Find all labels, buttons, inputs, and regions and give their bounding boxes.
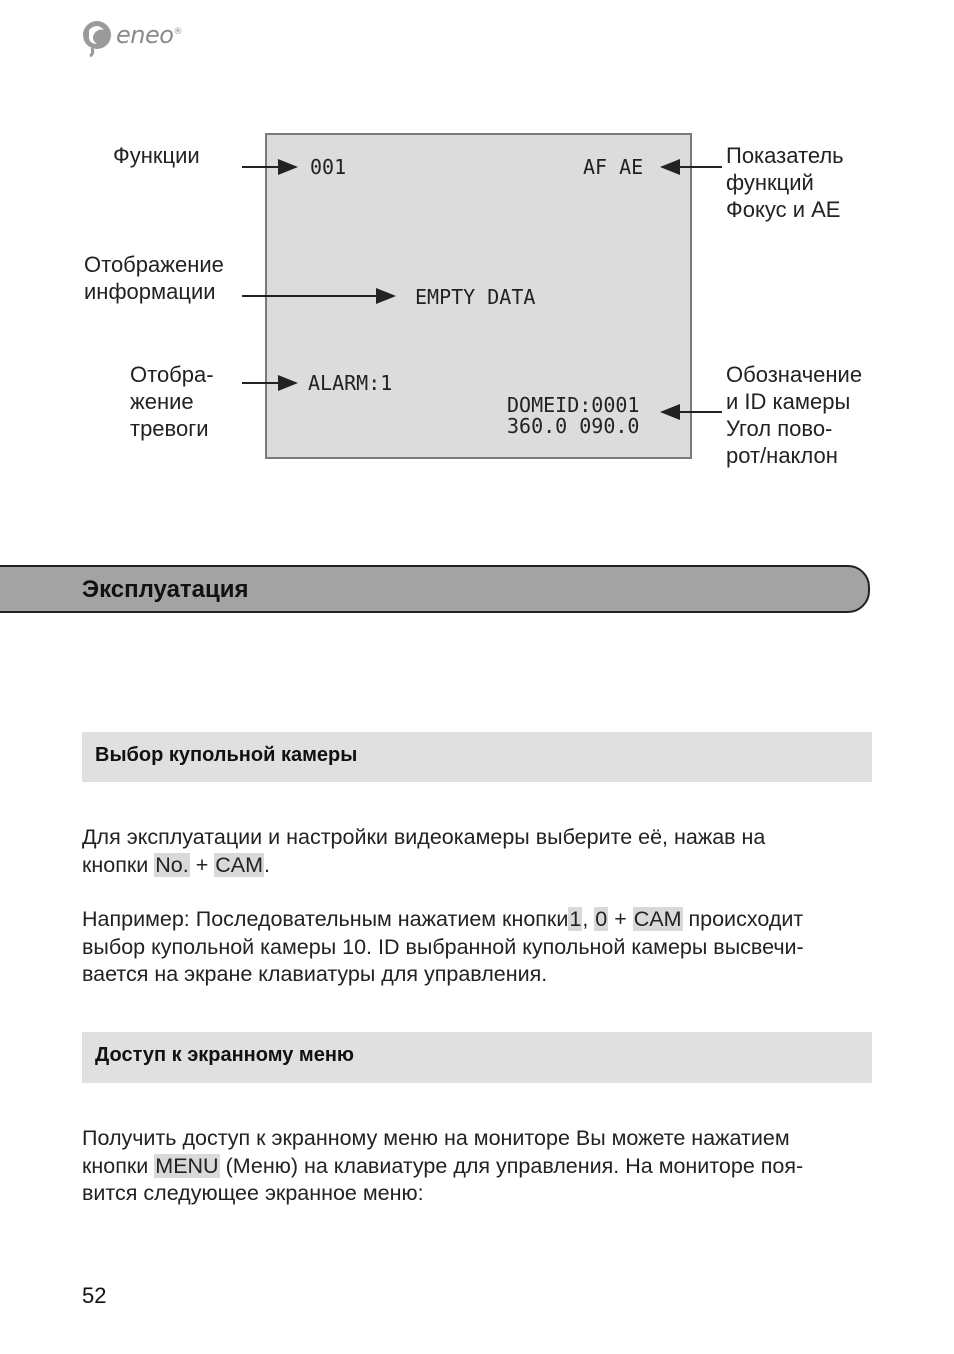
- label-indicator: Показатель функций Фокус и AE: [726, 143, 844, 222]
- label-functions: Функции: [113, 143, 200, 168]
- screen-dome-id: DOMEID:0001: [507, 393, 640, 417]
- label-alarm: Отобра- жение тревоги: [130, 362, 214, 441]
- subsection-header-osd-menu: [82, 1032, 872, 1083]
- label-camera: Обозначение и ID камеры Угол пово- рот/наклон: [726, 362, 863, 468]
- logo-text: eneo®: [116, 21, 182, 49]
- screen-alarm: ALARM:1: [308, 371, 393, 395]
- page-number: 52: [82, 1283, 107, 1308]
- section-title: Эксплуатация: [82, 576, 249, 603]
- screen-angles: 360.0 090.0: [507, 414, 640, 438]
- key-cam: CAM: [633, 907, 682, 931]
- key-0: 0: [595, 907, 608, 931]
- diagram-arrows: [0, 0, 954, 480]
- key-menu: MENU: [155, 1153, 219, 1178]
- key-no: No.: [155, 852, 189, 877]
- screen-empty-data: EMPTY DATA: [415, 285, 536, 309]
- subsection-header-dome-selection: [82, 732, 872, 782]
- paragraph-dome-selection: Для эксплуатации и настройки видеокамеры выберите её, нажав на кнопки No. + CAM.: [82, 825, 766, 877]
- key-cam: CAM: [215, 852, 264, 877]
- label-info: Отображение информации: [84, 252, 224, 304]
- key-1: 1: [569, 907, 582, 931]
- paragraph-osd-menu: Получить доступ к экранному меню на мониторе Вы можете нажатием кнопки MENU (Меню) на клавиатуре для управления. На мониторе поя- вится следующее экранное меню:: [82, 1126, 804, 1205]
- paragraph-dome-example: Например: Последовательным нажатием кнопки1, 0 + CAM происходит выбор купольной камеры 10. ID выбранной купольной камеры высвечи- вается на экране клавиатуры для управления.: [82, 907, 804, 986]
- subsection-title: Доступ к экранному меню: [95, 1044, 354, 1066]
- subsection-title: Выбор купольной камеры: [95, 744, 358, 766]
- screen-af-ae: AF AE: [583, 155, 644, 179]
- screen-function-number: 001: [310, 155, 347, 179]
